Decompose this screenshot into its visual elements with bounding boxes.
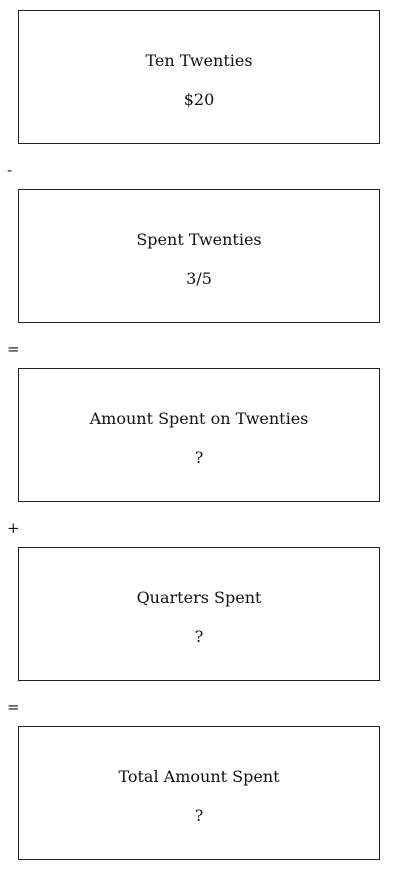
box-label: Spent Twenties bbox=[136, 230, 262, 249]
box-amount-spent-on-twenties bbox=[18, 368, 380, 502]
box-value: ? bbox=[194, 448, 204, 467]
operator-equals: = bbox=[7, 340, 20, 358]
box-label: Total Amount Spent bbox=[118, 767, 280, 786]
box-value: ? bbox=[194, 627, 204, 646]
box-value: 3/5 bbox=[186, 269, 212, 288]
box-label: Amount Spent on Twenties bbox=[89, 409, 309, 428]
operator-plus: + bbox=[7, 519, 20, 537]
box-ten-twenties bbox=[18, 10, 380, 144]
box-label: Quarters Spent bbox=[136, 588, 262, 607]
box-label: Ten Twenties bbox=[145, 51, 253, 70]
operator-equals: = bbox=[7, 698, 20, 716]
box-value: ? bbox=[194, 806, 204, 825]
box-total-amount-spent bbox=[18, 726, 380, 860]
box-spent-twenties bbox=[18, 189, 380, 323]
box-value: $20 bbox=[183, 90, 215, 109]
operator-minus: - bbox=[7, 161, 13, 179]
box-quarters-spent bbox=[18, 547, 380, 681]
